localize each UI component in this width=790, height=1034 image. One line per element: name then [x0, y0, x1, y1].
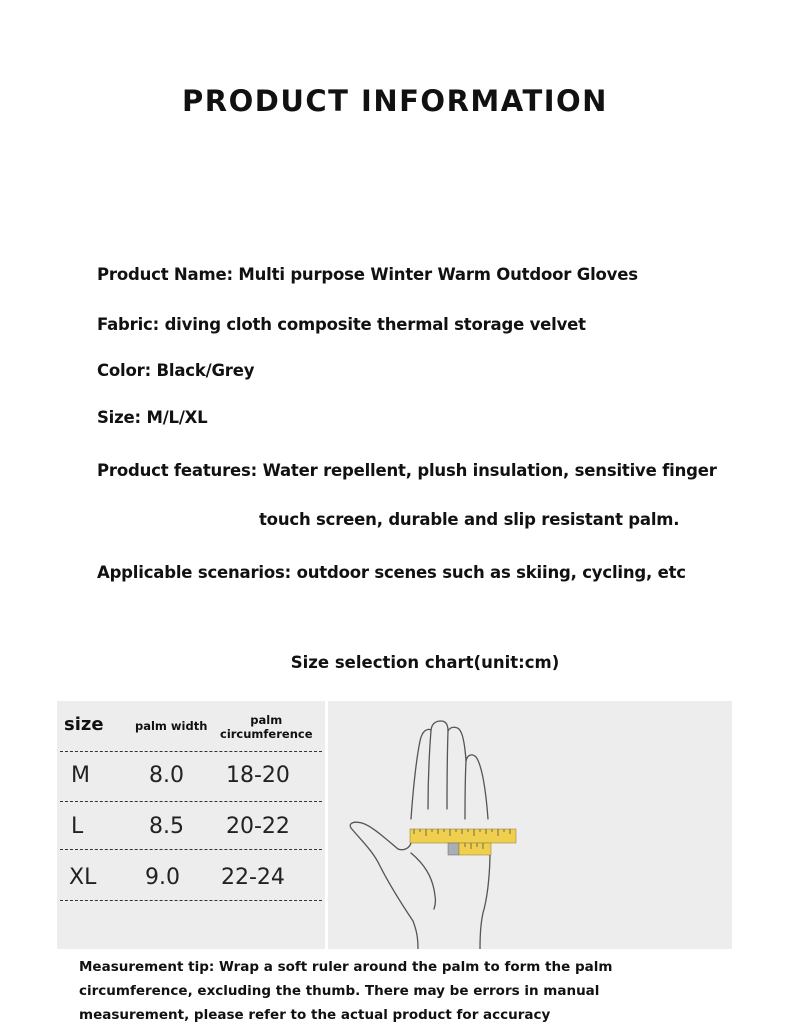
cell-size: M — [71, 763, 90, 788]
header-palm-circumference-line1: palm — [250, 713, 283, 727]
size-table — [57, 701, 325, 949]
header-palm-width: palm width — [135, 719, 208, 733]
hand-measuring-icon — [328, 701, 732, 949]
size-chart-title: Size selection chart(unit:cm) — [290, 653, 560, 672]
page-title: PRODUCT INFORMATION — [182, 84, 608, 118]
product-features-continued: touch screen, durable and slip resistant palm. — [259, 510, 680, 529]
divider — [60, 751, 322, 752]
header-palm-circumference-line2: circumference — [220, 727, 313, 741]
cell-palm-circumference: 20-22 — [226, 814, 290, 839]
measuring-tape — [410, 829, 516, 855]
measurement-tip — [79, 955, 639, 1027]
divider — [60, 801, 322, 802]
product-fabric: Fabric: diving cloth composite thermal storage velvet — [97, 315, 586, 334]
cell-palm-circumference: 18-20 — [226, 763, 290, 788]
product-name: Product Name: Multi purpose Winter Warm Outdoor Gloves — [97, 265, 638, 284]
hand-illustration-panel — [328, 701, 732, 949]
cell-palm-width: 8.5 — [149, 814, 184, 839]
divider — [60, 849, 322, 850]
cell-palm-circumference: 22-24 — [221, 865, 285, 890]
product-color: Color: Black/Grey — [97, 361, 255, 380]
header-palm-circumference — [220, 713, 313, 741]
product-features: Product features: Water repellent, plush insulation, sensitive finger — [97, 461, 717, 480]
measurement-tip-line3: measurement, please refer to the actual product for accuracy — [79, 1007, 551, 1023]
measurement-tip-line2: circumference, excluding the thumb. There may be errors in manual — [79, 983, 600, 999]
measurement-tip-line1: Measurement tip: Wrap a soft ruler around the palm to form the palm — [79, 959, 613, 975]
cell-palm-width: 9.0 — [145, 865, 180, 890]
divider — [60, 900, 322, 901]
applicable-scenarios: Applicable scenarios: outdoor scenes such as skiing, cycling, etc — [97, 563, 686, 582]
cell-palm-width: 8.0 — [149, 763, 184, 788]
header-size: size — [64, 714, 104, 735]
product-size: Size: M/L/XL — [97, 408, 208, 427]
cell-size: XL — [69, 865, 97, 890]
cell-size: L — [71, 814, 84, 839]
